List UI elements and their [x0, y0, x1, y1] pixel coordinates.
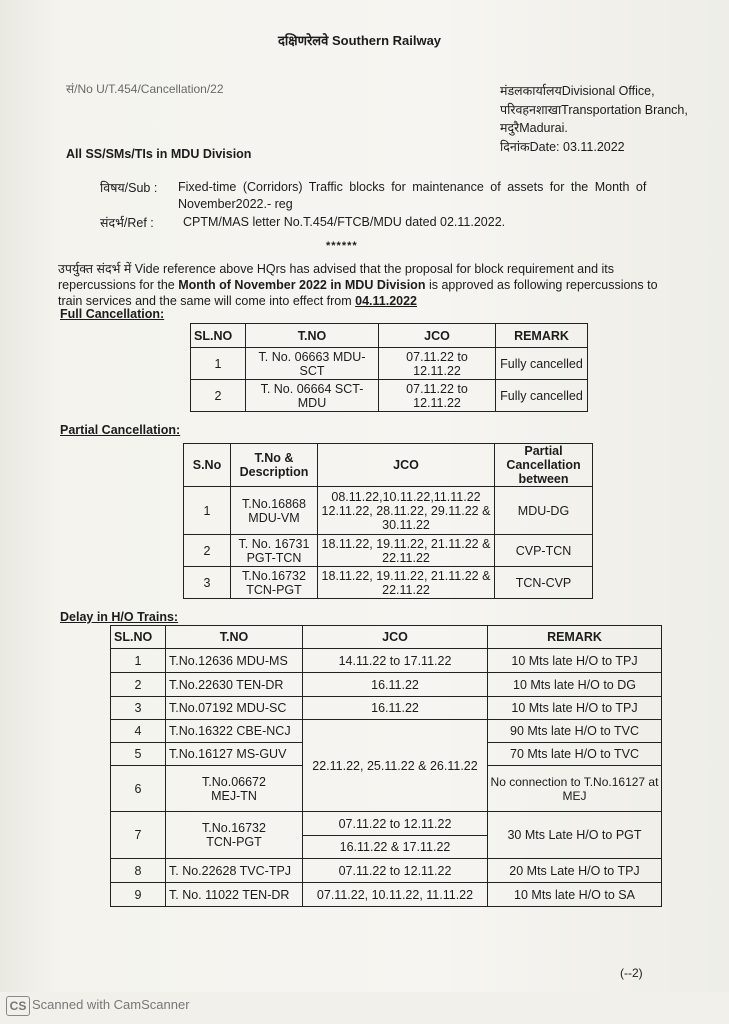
cell: MDU-DG	[495, 487, 593, 535]
cell: 10 Mts late H/O to SA	[488, 883, 662, 907]
cell: T.No.12636 MDU-MS	[166, 649, 303, 673]
para-month-highlight: Month of November 2022 in MDU Division	[178, 278, 426, 292]
cell: 16.11.22	[303, 697, 488, 720]
cell: T.No.07192 MDU-SC	[166, 697, 303, 720]
cell: T. No. 06664 SCT-MDU	[246, 380, 379, 412]
table-header-row	[111, 626, 662, 649]
cell: CVP-TCN	[495, 535, 593, 567]
office-address	[500, 82, 688, 156]
addressee: All SS/SMs/TIs in MDU Division	[66, 147, 252, 161]
cell: T.No.16732 TCN-PGT	[166, 812, 303, 859]
merged-jco-cell: 22.11.22, 25.11.22 & 26.11.22	[303, 720, 488, 812]
cell: T.No.22630 TEN-DR	[166, 673, 303, 697]
cell: 07.11.22 to 12.11.22	[379, 348, 496, 380]
delay-table	[110, 625, 662, 907]
cell: TCN-CVP	[495, 567, 593, 599]
camscanner-logo: CS	[6, 996, 30, 1016]
cell: 1	[184, 487, 231, 535]
cell: 10 Mts late H/O to DG	[488, 673, 662, 697]
para-line-1: उपर्युक्त संदर्भ में Vide reference above HQrs has advised that the proposal for block requirement and its	[58, 262, 614, 276]
table-row	[111, 697, 662, 720]
office-line: मदुरैMadurai.	[500, 121, 568, 135]
table-row	[184, 487, 593, 535]
cell: 2	[191, 380, 246, 412]
table-header-row	[191, 324, 588, 348]
cell: 1	[111, 649, 166, 673]
col-header: REMARK	[488, 626, 662, 649]
para-line-2	[58, 278, 658, 292]
col-header: REMARK	[496, 324, 588, 348]
cell: 6	[111, 766, 166, 812]
cell: T. No. 11022 TEN-DR	[166, 883, 303, 907]
table-row	[111, 720, 662, 743]
cell: T.No.16732 TCN-PGT	[231, 567, 318, 599]
para-text: is approved as following repercussions to	[425, 278, 658, 292]
ref-label: संदर्भ/Ref :	[100, 216, 154, 230]
col-header: T.NO	[166, 626, 303, 649]
scanner-watermark: Scanned with CamScanner	[32, 997, 190, 1012]
cell: 20 Mts Late H/O to TPJ	[488, 859, 662, 883]
cell: 3	[111, 697, 166, 720]
table-row	[111, 673, 662, 697]
cell: T. No. 16731 PGT-TCN	[231, 535, 318, 567]
cell: 7	[111, 812, 166, 859]
cell: 18.11.22, 19.11.22, 21.11.22 & 22.11.22	[318, 567, 495, 599]
col-header: T.NO	[246, 324, 379, 348]
para-text: repercussions for the	[58, 278, 179, 292]
para-line-3	[58, 294, 417, 308]
cell: T.No.16868 MDU-VM	[231, 487, 318, 535]
cell: 5	[111, 743, 166, 766]
full-cancellation-heading: Full Cancellation:	[60, 307, 165, 321]
col-header: SL.NO	[111, 626, 166, 649]
table-header-row	[184, 444, 593, 487]
table-row	[184, 567, 593, 599]
ref-text: CPTM/MAS letter No.T.454/FTCB/MDU dated 02.11.2022.	[183, 215, 506, 229]
cell: 18.11.22, 19.11.22, 21.11.22 & 22.11.22	[318, 535, 495, 567]
cell: T.No.06672 MEJ-TN	[166, 766, 303, 812]
col-header: Partial Cancellation between	[495, 444, 593, 487]
cell: T.No.16322 CBE-NCJ	[166, 720, 303, 743]
table-row	[111, 859, 662, 883]
col-header: SL.NO	[191, 324, 246, 348]
cell: 9	[111, 883, 166, 907]
table-row	[111, 649, 662, 673]
table-row	[111, 883, 662, 907]
cell: 3	[184, 567, 231, 599]
col-header: T.No & Description	[231, 444, 318, 487]
cell: 07.11.22, 10.11.22, 11.11.22	[303, 883, 488, 907]
cell: 30 Mts Late H/O to PGT	[488, 812, 662, 859]
cell: T.No.16127 MS-GUV	[166, 743, 303, 766]
cell: 16.11.22	[303, 673, 488, 697]
subject-line: Fixed-time (Corridors) Traffic blocks for maintenance of assets for the Month of	[178, 180, 647, 194]
col-header: JCO	[318, 444, 495, 487]
delay-heading: Delay in H/O Trains:	[60, 610, 179, 624]
reference-number: सं/No U/T.454/Cancellation/22	[66, 82, 224, 96]
cell: 2	[184, 535, 231, 567]
page-number-mark: (--2)	[620, 966, 643, 980]
cell: T. No. 06663 MDU-SCT	[246, 348, 379, 380]
col-header: JCO	[303, 626, 488, 649]
partial-cancellation-heading: Partial Cancellation:	[60, 423, 181, 437]
office-line: परिवहनशाखाTransportation Branch,	[500, 102, 688, 117]
cell: 10 Mts late H/O to TPJ	[488, 649, 662, 673]
table-row	[111, 812, 662, 836]
cell: 8	[111, 859, 166, 883]
cell: 07.11.22 to 12.11.22	[303, 812, 488, 836]
cell: Fully cancelled	[496, 380, 588, 412]
cell: 16.11.22 & 17.11.22	[303, 836, 488, 859]
cell: 14.11.22 to 17.11.22	[303, 649, 488, 673]
cell: 07.11.22 to 12.11.22	[303, 859, 488, 883]
table-row	[191, 348, 588, 380]
office-line: मंडलकार्यालयDivisional Office,	[500, 84, 655, 98]
col-header: JCO	[379, 324, 496, 348]
subject-label: विषय/Sub :	[100, 181, 158, 195]
subject-line-2: November2022.- reg	[178, 197, 293, 211]
letter-date: दिनांकDate: 03.11.2022	[500, 139, 625, 154]
cell: 90 Mts late H/O to TVC	[488, 720, 662, 743]
effective-date: 04.11.2022	[355, 294, 417, 308]
col-header: S.No	[184, 444, 231, 487]
cell: T. No.22628 TVC-TPJ	[166, 859, 303, 883]
cell: 2	[111, 673, 166, 697]
cell: 10 Mts late H/O to TPJ	[488, 697, 662, 720]
partial-cancellation-table	[183, 443, 593, 599]
cell: Fully cancelled	[496, 348, 588, 380]
separator-stars: ******	[326, 240, 358, 252]
table-row	[184, 535, 593, 567]
cell: 08.11.22,10.11.22,11.11.22 12.11.22, 28.11.22, 29.11.22 & 30.11.22	[318, 487, 495, 535]
cell: 07.11.22 to 12.11.22	[379, 380, 496, 412]
letterhead-title: दक्षिणरेलवे Southern Railway	[278, 33, 442, 48]
cell: 4	[111, 720, 166, 743]
para-text: train services and the same will come into effect from	[58, 294, 356, 308]
cell: 1	[191, 348, 246, 380]
table-row	[191, 380, 588, 412]
cell: 70 Mts late H/O to TVC	[488, 743, 662, 766]
full-cancellation-table	[190, 323, 588, 412]
cell: No connection to T.No.16127 at MEJ	[488, 766, 662, 812]
